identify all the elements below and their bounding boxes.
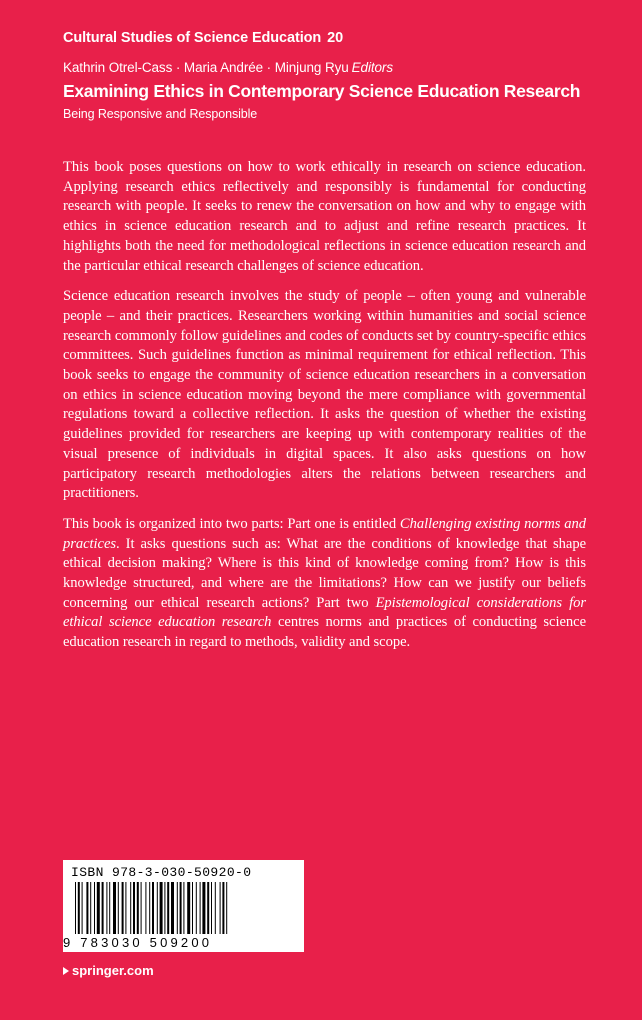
publisher-link[interactable] — [63, 963, 154, 978]
editor-names: Kathrin Otrel-Cass · Maria Andrée · Minjung Ryu — [63, 60, 349, 75]
paragraph-2: Science education research involves the study of people – often young and vulnerable people – and their practices. Researchers working within humanities and social science research commonly follow guidelines and codes of conducts set by country-specific ethics committees. Such guidelines function as minimal requirement for ethical reflection. This book seeks to engage the community of science education researchers in a conversation on ethics in science education moving beyond the mere compliance with governmental regulations toward a collective reflection. It asks the question of whether the existing guidelines provided for researchers are keeping up with contemporary realities of the visual presence of individuals in digital spaces. It also asks questions on how participatory research methodologies alters the relations between researchers and practitioners. — [63, 288, 586, 502]
book-title: Examining Ethics in Contemporary Science Education Research — [63, 81, 581, 101]
part-one-title: Challenging existing norms and practices — [63, 515, 586, 552]
description — [63, 158, 586, 664]
arrow-icon — [63, 967, 69, 975]
barcode-icon — [75, 882, 292, 934]
barcode-digits: 9 783030 509200 — [63, 935, 213, 950]
series-title — [63, 30, 343, 46]
paragraph-3-text: . It asks questions such as: What are the conditions of knowledge that shape ethical decision making? Where is this kind of knowledge coming from? How is this knowledge structured, and where are the limitations? How can we justify our beliefs concerning our ethical research actions? Part two — [63, 535, 586, 611]
series-number: 20 — [327, 30, 344, 46]
series-name: Cultural Studies of Science Education — [63, 30, 322, 46]
website-label: springer.com — [72, 963, 154, 978]
editors-role: Editors — [351, 60, 393, 75]
barcode-box — [63, 860, 304, 952]
paragraph-3-text: centres norms and practices of conducting science education research in regard to methods, validity and scope. — [63, 614, 586, 651]
paragraph-3 — [63, 515, 586, 653]
part-two-title: Epistemological considerations for ethical science education research — [63, 594, 586, 631]
paragraph-1: This book poses questions on how to work ethically in research on science education. Applying research ethics reflectively and responsibly is fundamental for conducting research with people. It seeks to renew the conversation on how and why to engage with ethics in science education research and to adjust and refine research practices. It highlights both the need for methodological reflections in science education research and the particular ethical research challenges of science education. — [63, 159, 586, 274]
book-subtitle: Being Responsive and Responsible — [63, 107, 258, 121]
editors-line — [63, 60, 393, 75]
isbn-label: ISBN 978-3-030-50920-0 — [71, 865, 252, 880]
paragraph-3-text: This book is organized into two parts: Part one is entitled — [63, 515, 400, 532]
